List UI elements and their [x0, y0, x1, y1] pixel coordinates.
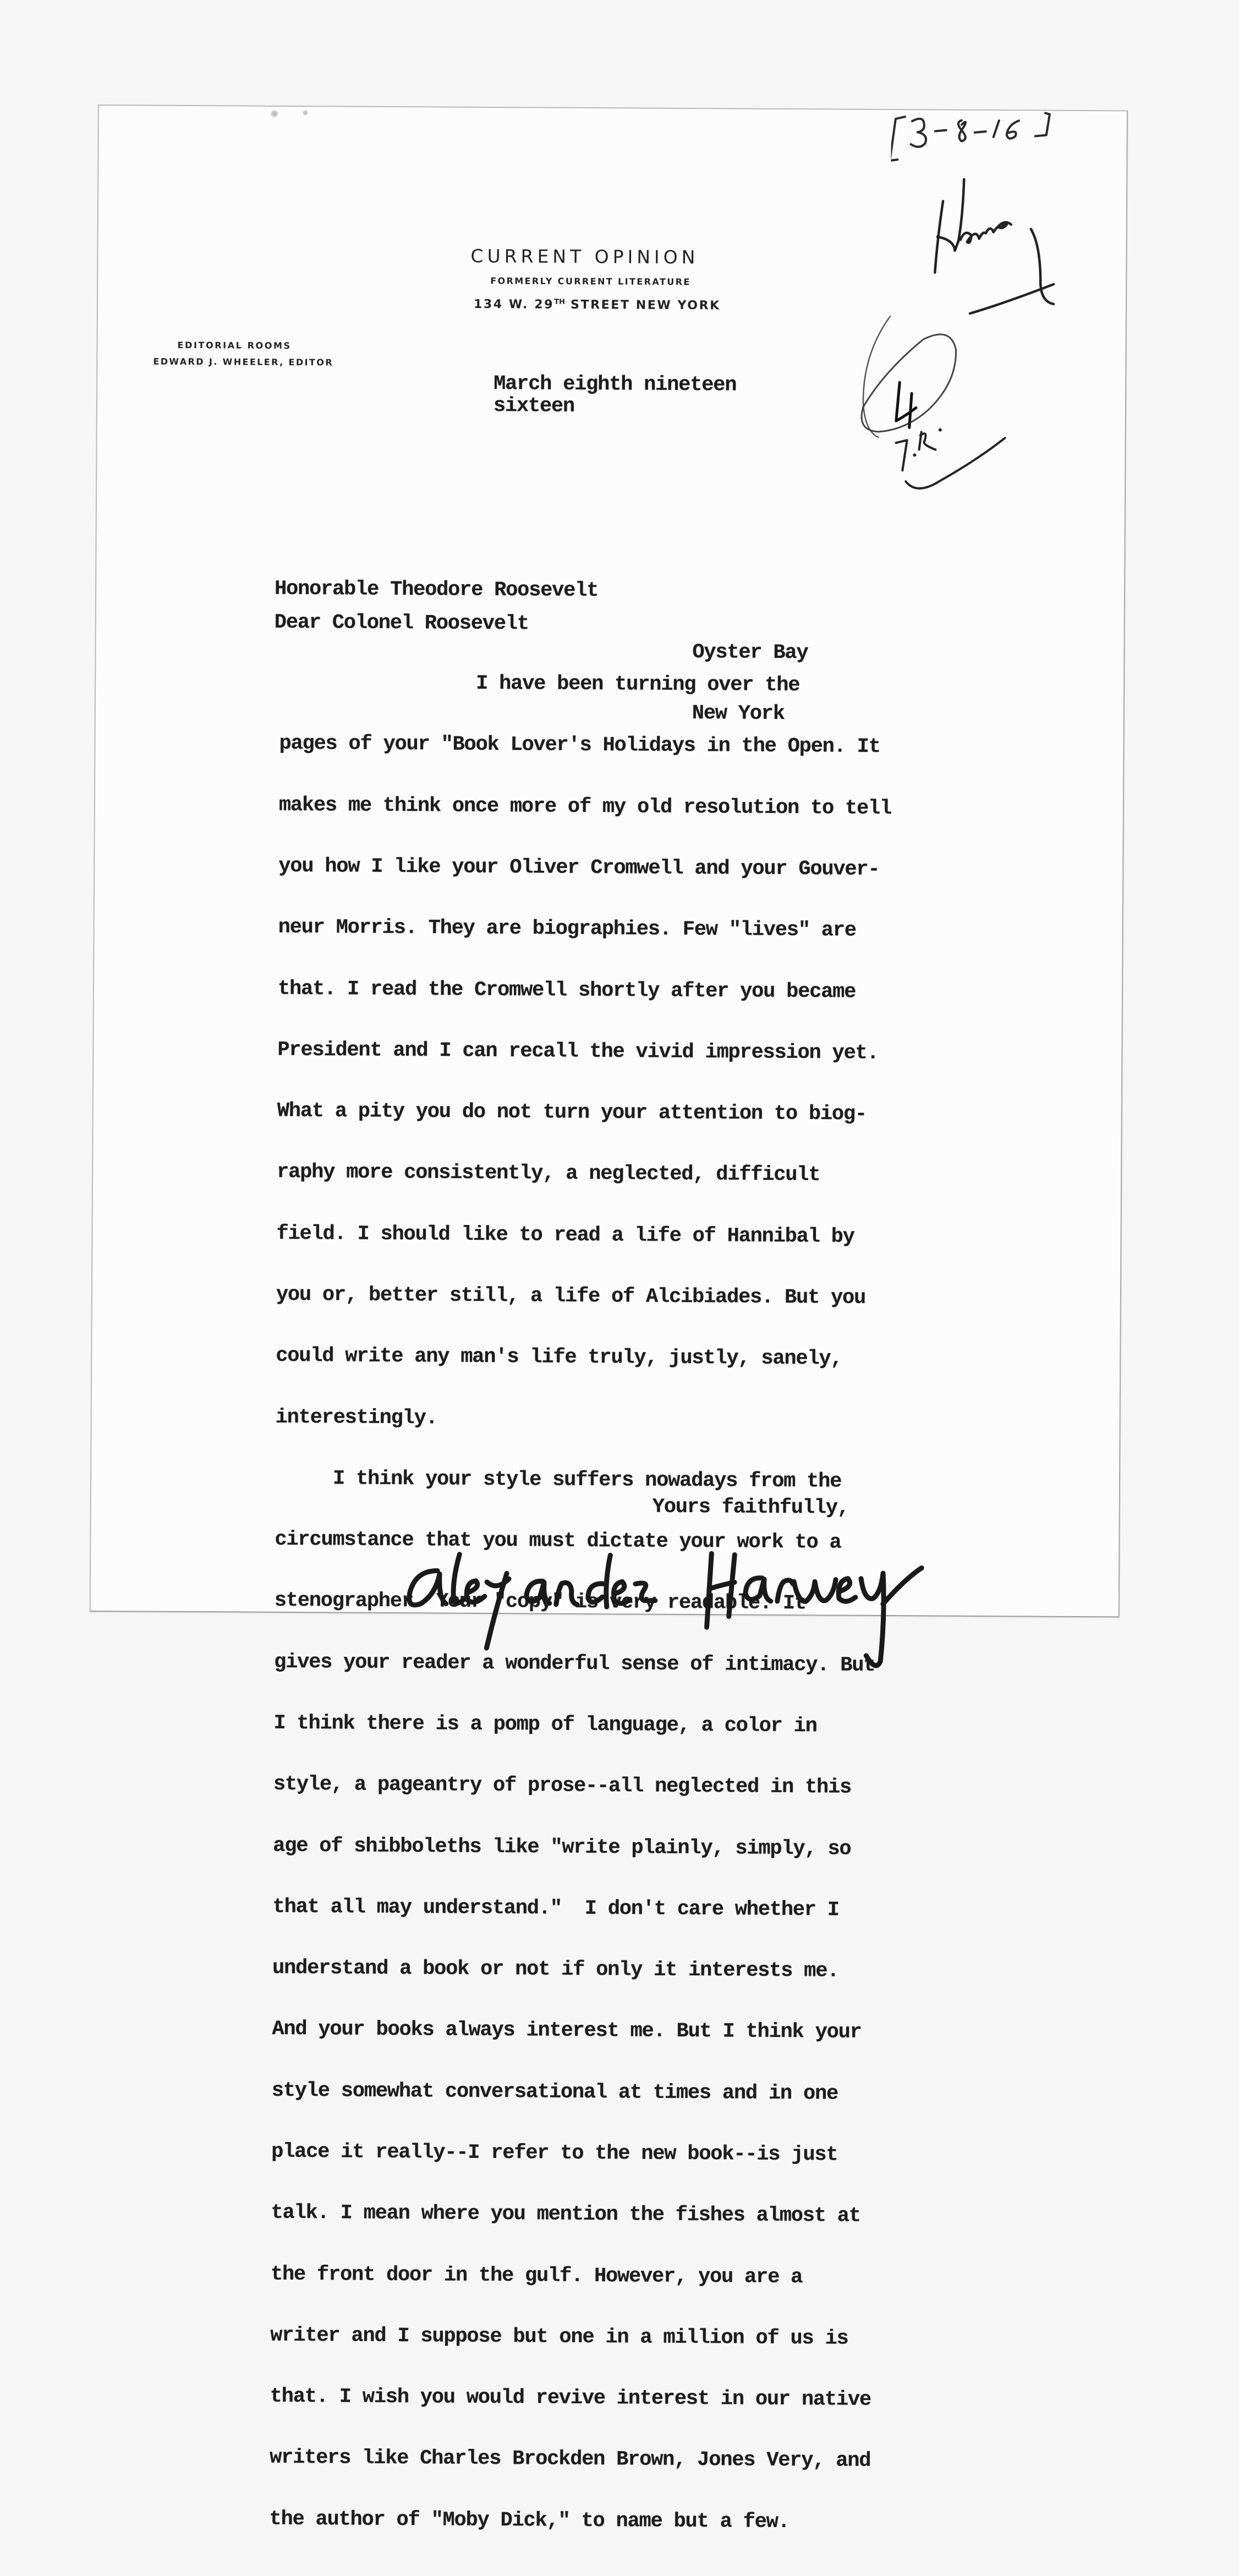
body-line: could write any man's life truly, justly, sanely, — [276, 1344, 842, 1371]
body-line: field. I should like to read a life of Hannibal by — [276, 1222, 854, 1249]
body-line: makes me think once more of my old resolution to tell — [278, 793, 892, 820]
editor-name: EDWARD J. WHEELER, EDITOR — [153, 356, 334, 368]
body-line: writer and I suppose but one in a million of us is — [270, 2324, 848, 2350]
body-line: stenographer. Your "copy" is very readable. It — [274, 1589, 807, 1616]
address-prefix: 134 W. 29 — [473, 297, 555, 312]
letter-sheet — [90, 105, 1128, 2534]
body-line: raphy more consistently, a neglected, difficult — [277, 1161, 820, 1187]
recipient-city: Oyster Bay — [692, 641, 808, 665]
body-line: circumstance that you must dictate your work to a — [275, 1528, 841, 1555]
body-line: I have been turning over the — [279, 671, 800, 697]
date-line-2: sixteen — [493, 394, 575, 418]
body-line: talk. I mean where you mention the fishes almost at — [271, 2201, 860, 2228]
letterhead-address — [474, 298, 721, 313]
complimentary-close: Yours faithfully, — [652, 1495, 849, 1520]
body-line: President and I can recall the vivid impression yet. — [277, 1038, 879, 1065]
letter-date — [494, 373, 737, 418]
letterhead-subtitle: FORMERLY CURRENT LITERATURE — [490, 275, 691, 288]
body-line: that all may understand." I don't care whether I — [272, 1895, 839, 1922]
body-line: understand a book or not if only it interests me. — [272, 1956, 839, 1983]
body-line: I think there is a pomp of language, a color in — [273, 1711, 817, 1738]
circled-file-number-annotation — [856, 305, 1055, 515]
body-line: that. I read the Cromwell shortly after you became — [277, 977, 856, 1004]
body-line: What a pity you do not turn your attention to biog- — [277, 1100, 867, 1126]
body-line: the front door in the gulf. However, you are a — [270, 2262, 803, 2289]
letterhead-title: CURRENT OPINION — [470, 245, 699, 268]
body-line: you or, better still, a life of Alcibiades. But you — [276, 1283, 866, 1310]
salutation: Dear Colonel Roosevelt — [274, 611, 529, 636]
body-line: that. I wish you would revive interest in our native — [270, 2385, 871, 2412]
body-line: gives your reader a wonderful sense of intimacy. But — [274, 1650, 875, 1677]
handwritten-surname-annotation — [909, 173, 1097, 317]
letter-body — [269, 632, 892, 2574]
body-line: neur Morris. They are biographies. Few "lives" are — [278, 916, 856, 943]
ink-smudge — [303, 110, 308, 116]
body-line: age of shibboleths like "write plainly, simply, so — [273, 1834, 851, 1861]
ink-smudge — [271, 110, 278, 118]
body-line: And your books always interest me. But I think your — [272, 2018, 862, 2045]
body-line: pages of your "Book Lover's Holidays in the Open. It — [279, 732, 880, 759]
handwritten-date-annotation — [891, 110, 1122, 177]
body-line: style somewhat conversational at times and in one — [271, 2079, 838, 2106]
body-line: I think your style suffers nowadays from the — [275, 1466, 842, 1493]
recipient-name: Honorable Theodore Roosevelt — [274, 577, 599, 603]
address-ordinal: TH — [554, 298, 565, 306]
body-line: place it really--I refer to the new book--is just — [271, 2140, 838, 2167]
body-line: you how I like your Oliver Cromwell and your Gouver- — [278, 854, 880, 881]
recipient-state: New York — [692, 702, 785, 726]
body-line: writers like Charles Brockden Brown, Jones Very, and — [269, 2446, 871, 2473]
date-line-1: March eighth nineteen — [494, 372, 737, 397]
body-line: the author of "Moby Dick," to name but a few. — [269, 2507, 790, 2534]
body-line: interestingly. — [275, 1405, 437, 1430]
editorial-rooms-label: EDITORIAL ROOMS — [177, 339, 292, 351]
address-suffix: STREET NEW YORK — [564, 298, 721, 313]
body-line: style, a pageantry of prose--all neglected in this — [273, 1773, 852, 1799]
